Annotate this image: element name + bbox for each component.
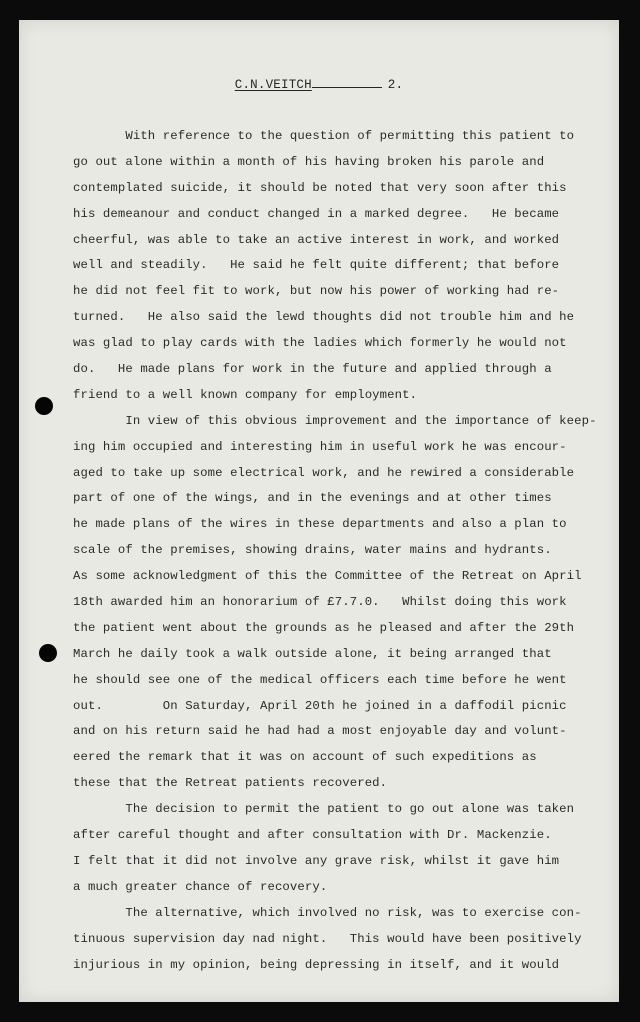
text-line: cheerful, was able to take an active interest in work, and worked [73, 232, 560, 247]
paper-sheet [19, 20, 619, 1002]
text-line: out. On Saturday, April 20th he joined in a daffodil picnic [73, 698, 567, 713]
text-line: As some acknowledgment of this the Committee of the Retreat on April [73, 569, 582, 584]
text-line: The alternative, which involved no risk, was to exercise con- [73, 905, 582, 920]
header-name: C.N.VEITCH [234, 78, 312, 92]
text-line: ing him occupied and interesting him in useful work he was encour- [73, 439, 567, 454]
text-line: part of one of the wings, and in the evenings and at other times [73, 491, 552, 506]
text-line: 18th awarded him an honorarium of £7.7.0. Whilst doing this work [73, 595, 567, 610]
text-line: a much greater chance of recovery. [73, 879, 328, 894]
punch-hole [39, 644, 57, 662]
text-line: With reference to the question of permitting this patient to [73, 129, 575, 143]
text-line: In view of this obvious improvement and the importance of keep- [73, 413, 597, 428]
punch-hole [35, 397, 53, 415]
text-line: do. He made plans for work in the future and applied through a [73, 362, 552, 377]
text-line: eered the remark that it was on account of such expeditions as [73, 750, 537, 765]
text-line: go out alone within a month of his having broken his parole and [73, 154, 545, 169]
text-line: tinuous supervision day nad night. This would have been positively [73, 931, 582, 946]
body-text [73, 124, 613, 978]
text-line: he made plans of the wires in these departments and also a plan to [73, 517, 567, 532]
text-line: these that the Retreat patients recovered. [73, 776, 388, 791]
text-line: friend to a well known company for employment. [73, 387, 418, 402]
text-line: contemplated suicide, it should be noted that very soon after this [73, 180, 567, 195]
text-line: was glad to play cards with the ladies which formerly he would not [73, 336, 567, 351]
text-line: and on his return said he had had a most enjoyable day and volunt- [73, 724, 567, 739]
text-line: well and steadily. He said he felt quite different; that before [73, 258, 560, 273]
text-line: he should see one of the medical officers each time before he went [73, 672, 567, 687]
text-line: he did not feel fit to work, but now his power of working had re- [73, 284, 560, 299]
text-line: The decision to permit the patient to go out alone was taken [73, 802, 575, 817]
page-number: 2. [387, 78, 404, 92]
text-line: his demeanour and conduct changed in a marked degree. He became [73, 206, 560, 221]
text-line: March he daily took a walk outside alone, it being arranged that [73, 646, 552, 661]
text-line: injurious in my opinion, being depressing in itself, and it would [73, 957, 560, 972]
text-line: turned. He also said the lewd thoughts did not trouble him and he [73, 310, 575, 325]
text-line: the patient went about the grounds as he pleased and after the 29th [73, 620, 575, 635]
text-line: scale of the premises, showing drains, water mains and hydrants. [73, 543, 552, 558]
header-rule [312, 78, 382, 88]
text-line: aged to take up some electrical work, and he rewired a considerable [73, 465, 575, 480]
page-header [19, 78, 619, 92]
text-line: after careful thought and after consultation with Dr. Mackenzie. [73, 828, 552, 843]
text-line: I felt that it did not involve any grave risk, whilst it gave him [73, 853, 560, 868]
